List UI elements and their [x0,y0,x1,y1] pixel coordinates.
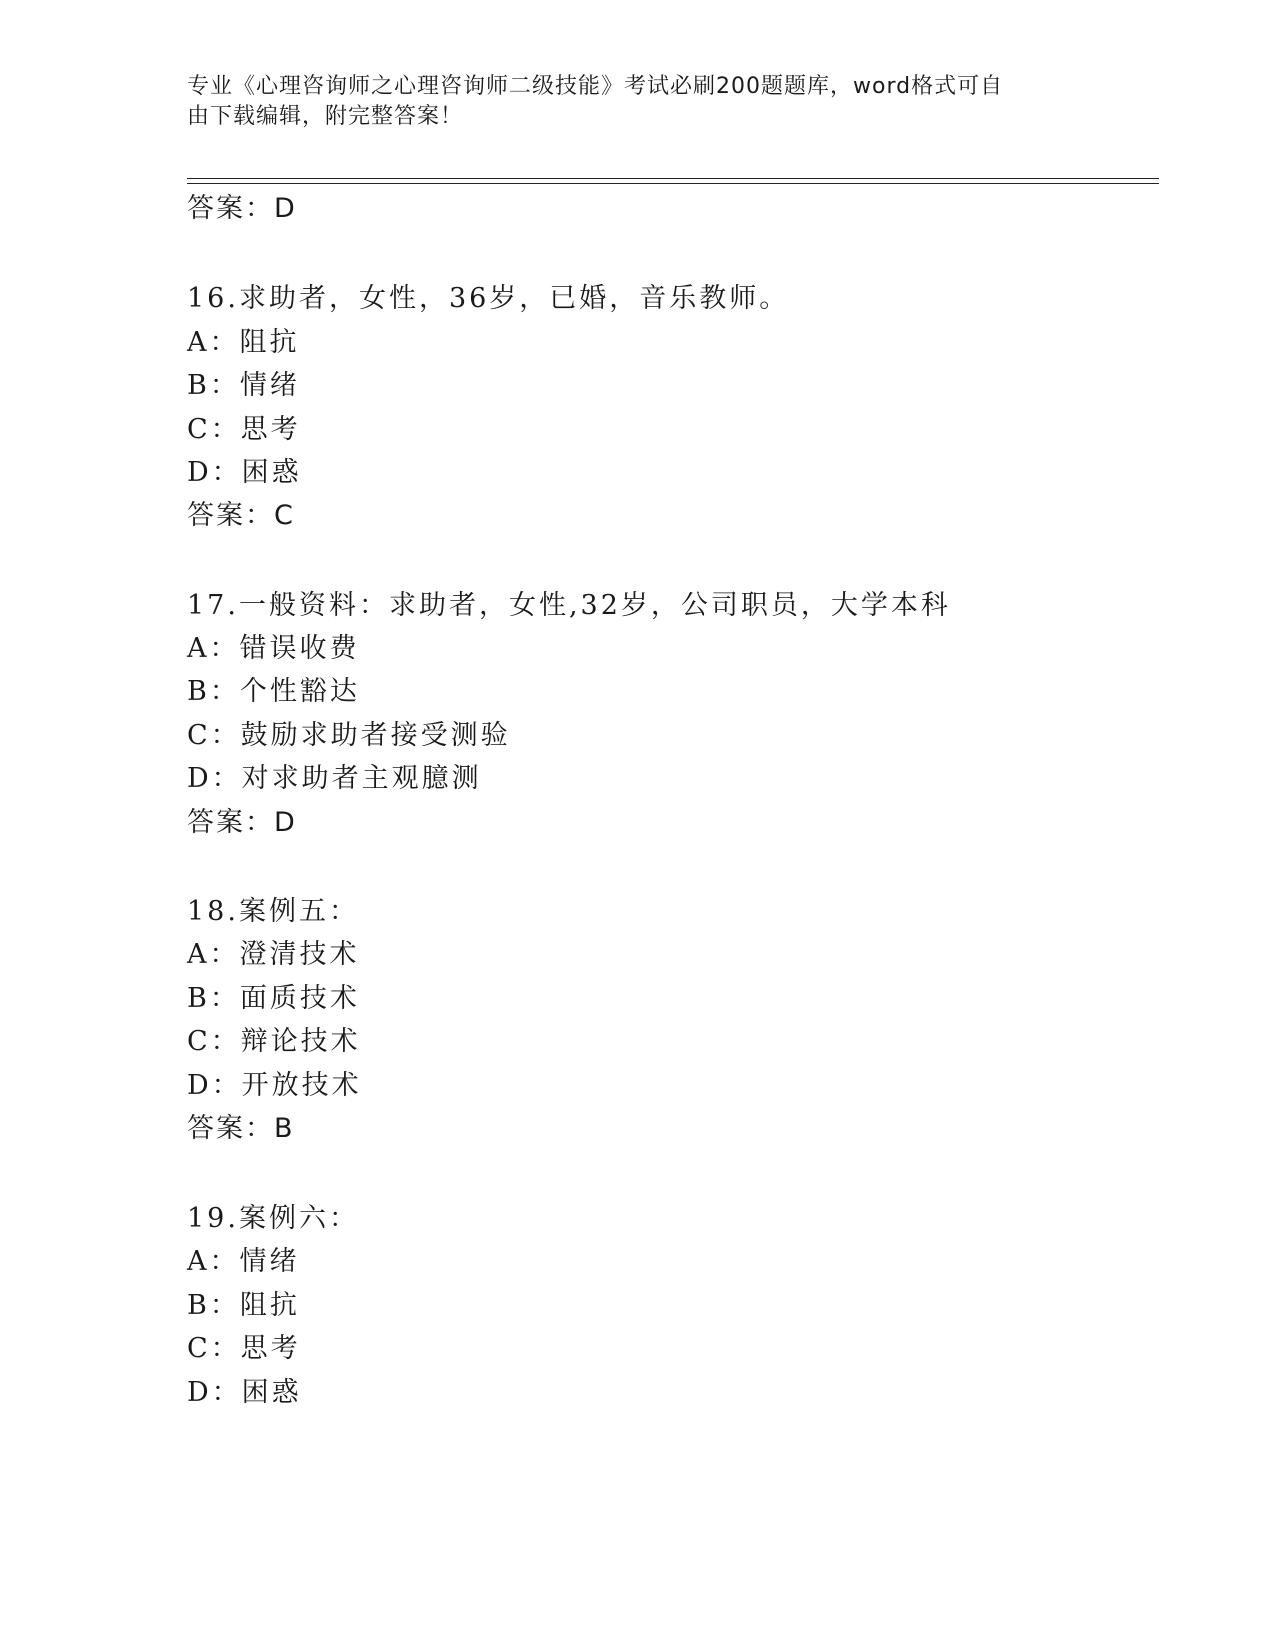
question-19-option-c: C：思考 [187,1333,301,1364]
question-16-option-d: D：困惑 [187,457,302,488]
question-18-option-c: C：辩论技术 [187,1026,361,1057]
question-17-stem: 17.一般资料：求助者，女性,32岁，公司职员，大学本科 [187,590,951,621]
question-18-stem: 18.案例五： [187,896,359,927]
question-16-option-b: B：情绪 [187,370,300,401]
header-line-1: 专业《心理咨询师之心理咨询师二级技能》考试必刷200题题库，word格式可自 [187,74,1004,99]
question-18-option-a: A：澄清技术 [187,939,360,970]
question-16-option-c: C：思考 [187,414,301,445]
question-18-option-d: D：开放技术 [187,1070,362,1101]
question-16-stem: 16.求助者，女性，36岁，已婚，音乐教师。 [187,283,790,314]
header-divider-top [187,178,1159,179]
answer-16: 答案：C [187,500,295,531]
question-17-option-c: C：鼓励求助者接受测验 [187,720,511,751]
question-19-option-b: B：阻抗 [187,1290,300,1321]
question-19-stem: 19.案例六： [187,1203,359,1234]
answer-15: 答案：D [187,193,297,224]
question-17-option-d: D：对求助者主观臆测 [187,763,482,794]
document-header [187,72,1067,132]
question-19-option-d: D：困惑 [187,1377,302,1408]
question-16-option-a: A：阻抗 [187,327,300,358]
question-18-option-b: B：面质技术 [187,983,360,1014]
answer-17: 答案：D [187,807,297,838]
question-17-option-a: A：错误收费 [187,633,360,664]
question-17-option-b: B：个性豁达 [187,676,360,707]
question-19-option-a: A：情绪 [187,1246,300,1277]
header-divider-bottom [187,183,1159,184]
header-line-2: 由下载编辑，附完整答案！ [187,104,464,129]
answer-18: 答案：B [187,1113,295,1144]
